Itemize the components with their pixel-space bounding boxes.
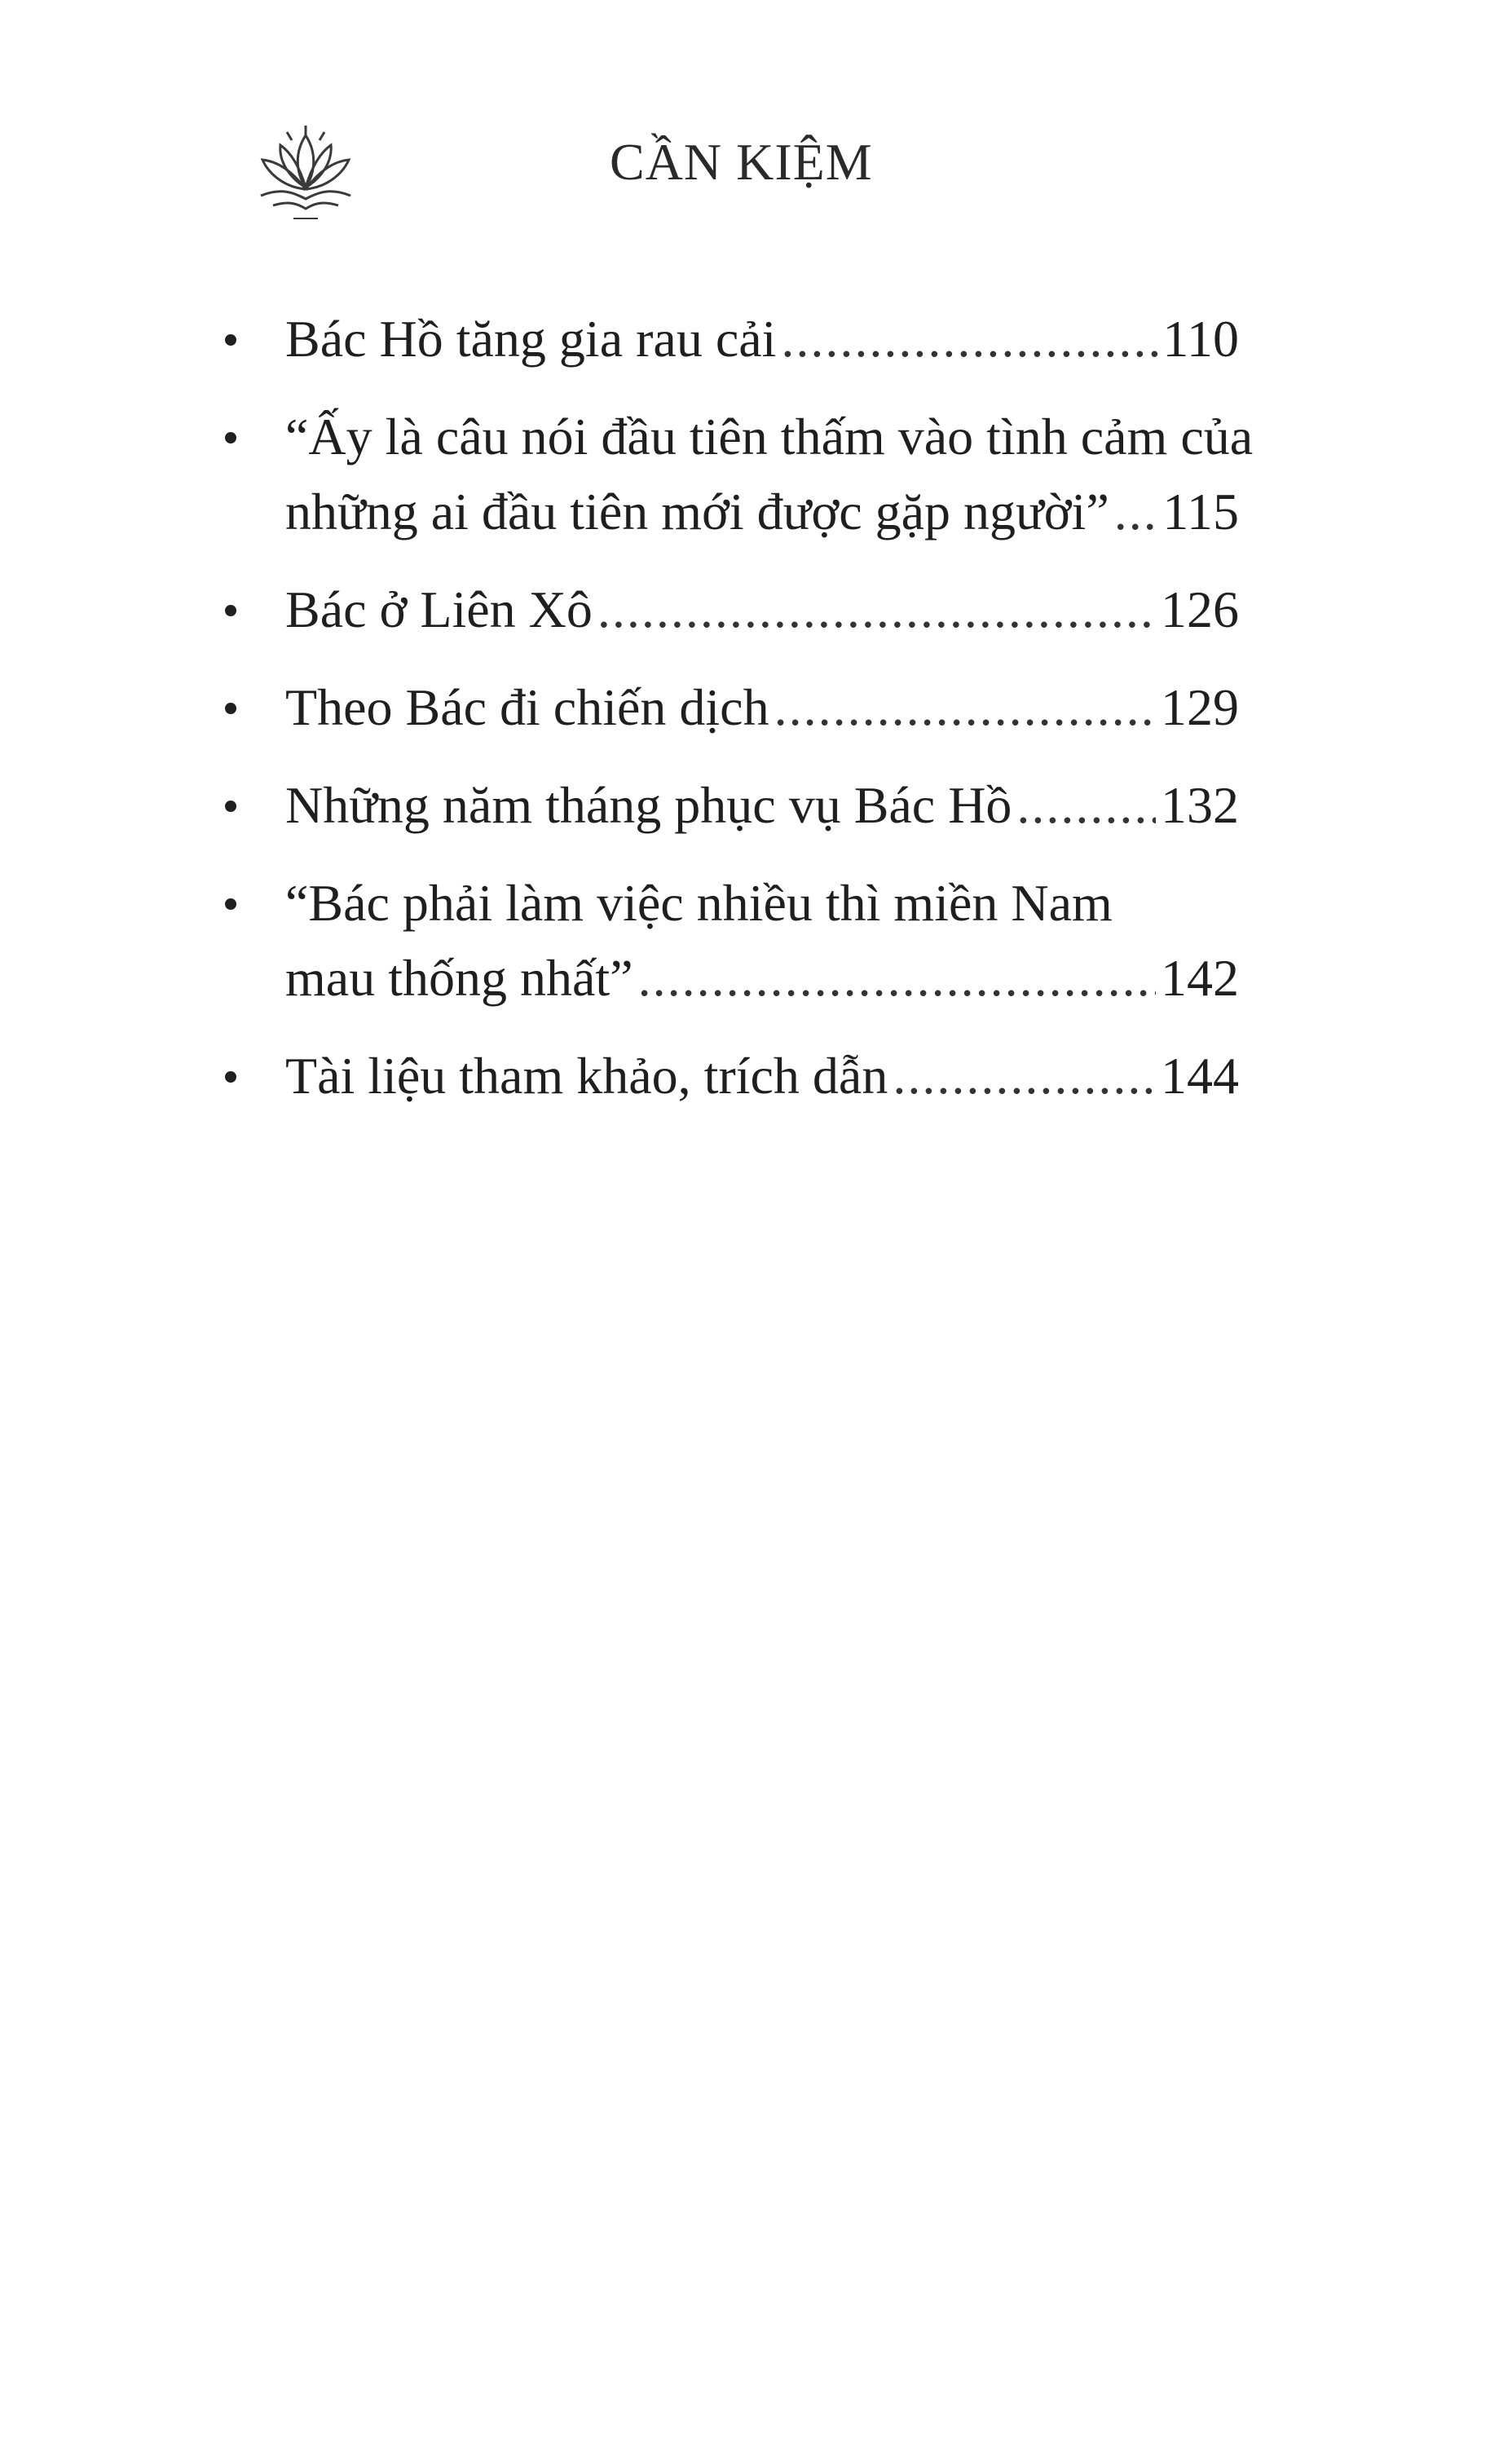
toc-page-number: 129	[1161, 678, 1239, 736]
toc-entry-title: Bác ở Liên Xô	[285, 580, 593, 638]
dot-leader	[1016, 768, 1156, 843]
dot-leader	[1114, 474, 1158, 549]
toc-line	[285, 670, 1239, 745]
toc-entry	[220, 302, 1239, 377]
bullet-icon	[225, 605, 236, 616]
bullet-icon	[225, 898, 236, 910]
toc-entry	[220, 572, 1239, 647]
toc-entry	[220, 866, 1239, 1016]
toc-entry-title: Tài liệu tham khảo, trích dẫn	[285, 1047, 888, 1105]
toc-entry-title-line2: mau thống nhất”	[285, 949, 633, 1007]
lotus-icon	[245, 121, 367, 223]
dot-leader	[774, 670, 1156, 745]
toc-entry-title-line2: những ai đầu tiên mới được gặp người”	[285, 483, 1109, 540]
toc-page-number: 142	[1161, 949, 1239, 1007]
dot-leader	[597, 572, 1156, 647]
toc-line	[285, 474, 1239, 549]
toc-page-number: 144	[1161, 1047, 1239, 1105]
toc-entry	[220, 399, 1254, 549]
toc-entry-title-line1: “Ấy là câu nói đầu tiên thấm vào tình cảm của	[285, 408, 1254, 465]
dot-leader	[893, 1039, 1156, 1114]
toc-entry	[220, 1039, 1239, 1114]
bullet-icon	[225, 1071, 236, 1083]
bullet-icon	[225, 801, 236, 812]
toc-entry-title: Bác Hồ tăng gia rau cải	[285, 310, 777, 368]
bullet-icon	[225, 334, 236, 346]
toc-entry-title: Theo Bác đi chiến dịch	[285, 678, 769, 736]
toc-entry-title-line1: “Bác phải làm việc nhiều thì miền Nam	[285, 874, 1113, 932]
toc-entry	[220, 670, 1239, 745]
toc-page-number: 110	[1162, 310, 1239, 368]
toc-entry	[220, 768, 1239, 843]
toc-line	[285, 302, 1239, 377]
table-of-contents	[220, 302, 1254, 1136]
dot-leader	[781, 302, 1157, 377]
running-title: CẦN KIỆM	[610, 133, 873, 191]
bullet-icon	[225, 703, 236, 714]
toc-line	[285, 941, 1239, 1016]
toc-page-number: 115	[1162, 483, 1239, 540]
bullet-icon	[225, 432, 236, 443]
toc-line	[285, 1039, 1239, 1114]
toc-page-number: 126	[1161, 580, 1239, 638]
toc-line	[285, 572, 1239, 647]
dot-leader	[638, 941, 1156, 1016]
toc-line	[285, 768, 1239, 843]
toc-entry-title: Những năm tháng phục vụ Bác Hồ	[285, 776, 1012, 834]
toc-page-number: 132	[1161, 776, 1239, 834]
